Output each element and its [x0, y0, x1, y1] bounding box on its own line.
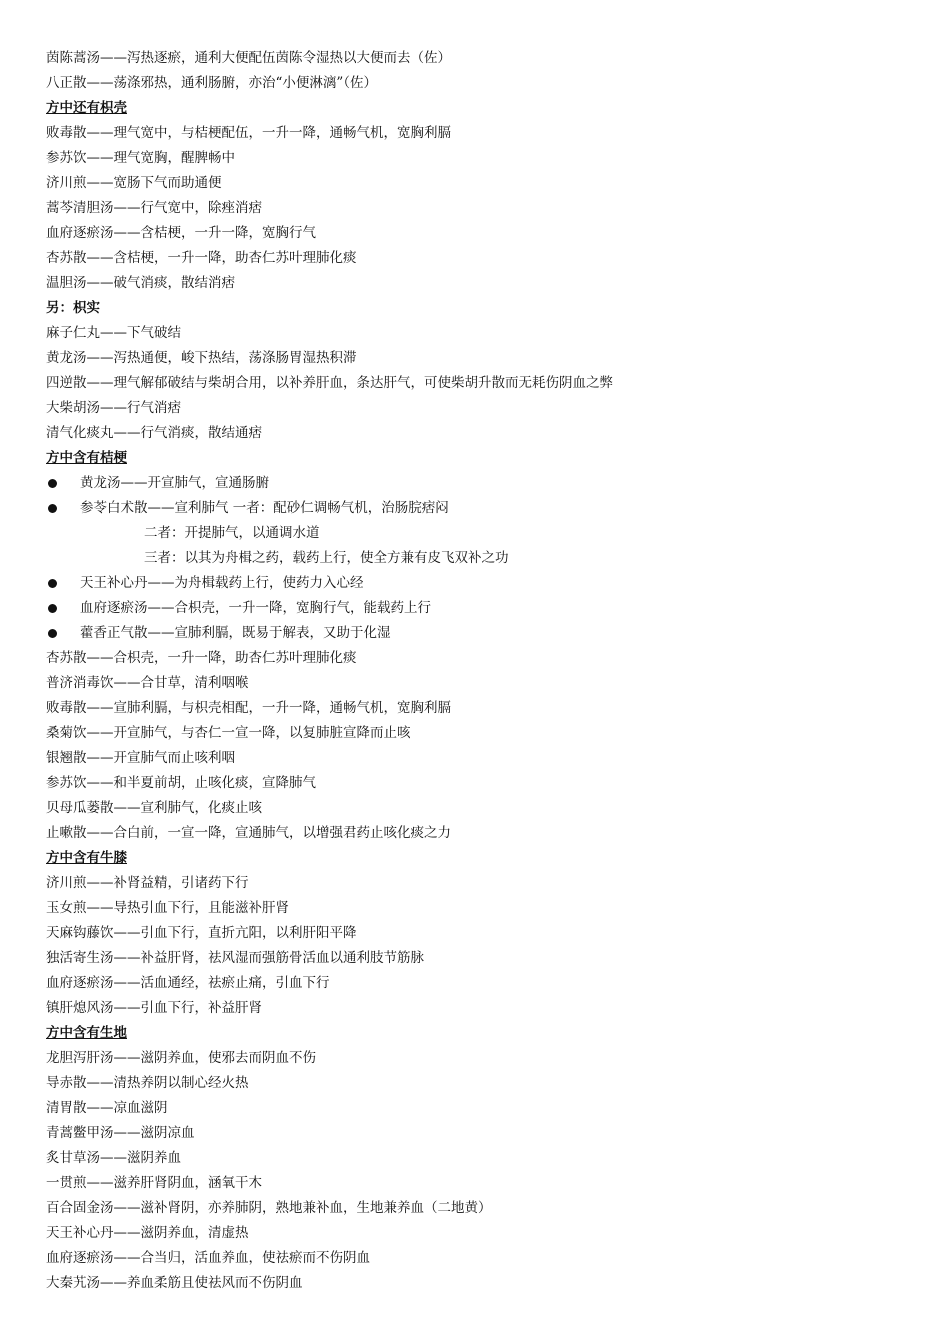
- line-14: 大柴胡汤——行气消痞: [46, 400, 181, 416]
- line-12: 黄龙汤——泻热通便，峻下热结，荡涤肠胃湿热积滞: [46, 350, 357, 366]
- line-37: 血府逐瘀汤——活血通经，祛瘀止痛，引血下行: [46, 975, 330, 991]
- line-45: 一贯煎——滋养肝肾阴血，涵氧干木: [46, 1175, 262, 1191]
- bullet-icon: [48, 504, 57, 513]
- line-26: 败毒散——宣肺利膈，与枳壳相配，一升一降，通畅气机，宽胸利膈: [46, 700, 451, 716]
- bullet-item: [46, 471, 950, 496]
- line-4: 参苏饮——理气宽胸，醒脾畅中: [46, 150, 235, 166]
- indented-line: 三者：以其为舟楫之药，载药上行，使全方兼有皮飞双补之功: [144, 550, 509, 566]
- line-33: 济川煎——补肾益精，引诸药下行: [46, 875, 249, 891]
- bullet-item: [46, 621, 950, 646]
- line-36: 独活寄生汤——补益肝肾，祛风湿而强筋骨活血以通利肢节筋脉: [46, 950, 424, 966]
- section-heading-shengdi: 方中含有生地: [46, 1025, 127, 1041]
- bullet-icon: [48, 629, 57, 638]
- line-30: 贝母瓜蒌散——宣利肺气，化痰止咳: [46, 800, 262, 816]
- section-heading-zhike: 方中还有枳壳: [46, 100, 127, 116]
- line-0: 茵陈蒿汤——泻热逐瘀，通利大便配伍茵陈令湿热以大便而去（佐）: [46, 50, 451, 66]
- line-31: 止嗽散——合白前，一宣一降，宣通肺气，以增强君药止咳化痰之力: [46, 825, 451, 841]
- bullet-item: [46, 571, 950, 596]
- line-35: 天麻钩藤饮——引血下行，直折亢阳，以利肝阳平降: [46, 925, 357, 941]
- line-15: 清气化痰丸——行气消痰，散结通痞: [46, 425, 262, 441]
- line-8: 杏苏散——含桔梗，一升一降，助杏仁苏叶理肺化痰: [46, 250, 357, 266]
- line-6: 蒿芩清胆汤——行气宽中，除痤消痞: [46, 200, 262, 216]
- line-42: 清胃散——凉血滋阴: [46, 1100, 168, 1116]
- line-27: 桑菊饮——开宣肺气，与杏仁一宣一降，以复肺脏宣降而止咳: [46, 725, 411, 741]
- bullet-text: 天王补心丹——为舟楫载药上行，使药力入心经: [80, 575, 364, 591]
- bullet-item: [46, 596, 950, 621]
- line-49: 大秦艽汤——养血柔筋且使祛风而不伤阴血: [46, 1275, 303, 1291]
- line-29: 参苏饮——和半夏前胡，止咳化痰，宣降肺气: [46, 775, 316, 791]
- line-5: 济川煎——宽肠下气而助通便: [46, 175, 222, 191]
- section-heading-jiegeng: 方中含有桔梗: [46, 450, 127, 466]
- line-7: 血府逐瘀汤——含桔梗，一升一降，宽胸行气: [46, 225, 316, 241]
- line-41: 导赤散——清热养阴以制心经火热: [46, 1075, 249, 1091]
- line-1: 八正散——荡涤邪热，通利肠腑，亦治“小便淋漓”（佐）: [46, 75, 378, 91]
- line-44: 炙甘草汤——滋阴养血: [46, 1150, 181, 1166]
- bullet-icon: [48, 579, 57, 588]
- line-47: 天王补心丹——滋阴养血，清虚热: [46, 1225, 249, 1241]
- bullet-text: 参苓白术散——宣利肺气 一者：配砂仁调畅气机，治肠脘痞闷: [80, 500, 449, 516]
- line-48: 血府逐瘀汤——合当归，活血养血，使祛瘀而不伤阴血: [46, 1250, 370, 1266]
- line-11: 麻子仁丸——下气破结: [46, 325, 181, 341]
- section-heading-zhishi: 另：枳实: [46, 300, 100, 316]
- line-28: 银翘散——开宣肺气而止咳利咽: [46, 750, 235, 766]
- line-13: 四逆散——理气解郁破结与柴胡合用，以补养肝血，条达肝气，可使柴胡升散而无耗伤阴血之弊: [46, 375, 613, 391]
- bullet-text: 血府逐瘀汤——合枳壳，一升一降，宽胸行气，能载药上行: [80, 600, 431, 616]
- line-43: 青蒿鳖甲汤——滋阴凉血: [46, 1125, 195, 1141]
- line-40: 龙胆泻肝汤——滋阴养血，使邪去而阴血不伤: [46, 1050, 316, 1066]
- bullet-text: 黄龙汤——开宣肺气，宣通肠腑: [80, 475, 269, 491]
- section-heading-niuxi: 方中含有牛膝: [46, 850, 127, 866]
- indented-line: 二者：开提肺气，以通调水道: [144, 525, 320, 541]
- bullet-icon: [48, 604, 57, 613]
- bullet-text: 藿香正气散——宣肺利膈，既易于解表，又助于化湿: [80, 625, 391, 641]
- line-24: 杏苏散——合枳壳，一升一降，助杏仁苏叶理肺化痰: [46, 650, 357, 666]
- line-46: 百合固金汤——滋补肾阴，亦养肺阴，熟地兼补血，生地兼养血（二地黄）: [46, 1200, 492, 1216]
- bullet-icon: [48, 479, 57, 488]
- line-9: 温胆汤——破气消痰，散结消痞: [46, 275, 235, 291]
- line-34: 玉女煎——导热引血下行，且能滋补肝肾: [46, 900, 289, 916]
- line-3: 败毒散——理气宽中，与桔梗配伍，一升一降，通畅气机，宽胸利膈: [46, 125, 451, 141]
- line-38: 镇肝熄风汤——引血下行，补益肝肾: [46, 1000, 262, 1016]
- bullet-item: [46, 496, 950, 521]
- line-25: 普济消毒饮——合甘草，清利咽喉: [46, 675, 249, 691]
